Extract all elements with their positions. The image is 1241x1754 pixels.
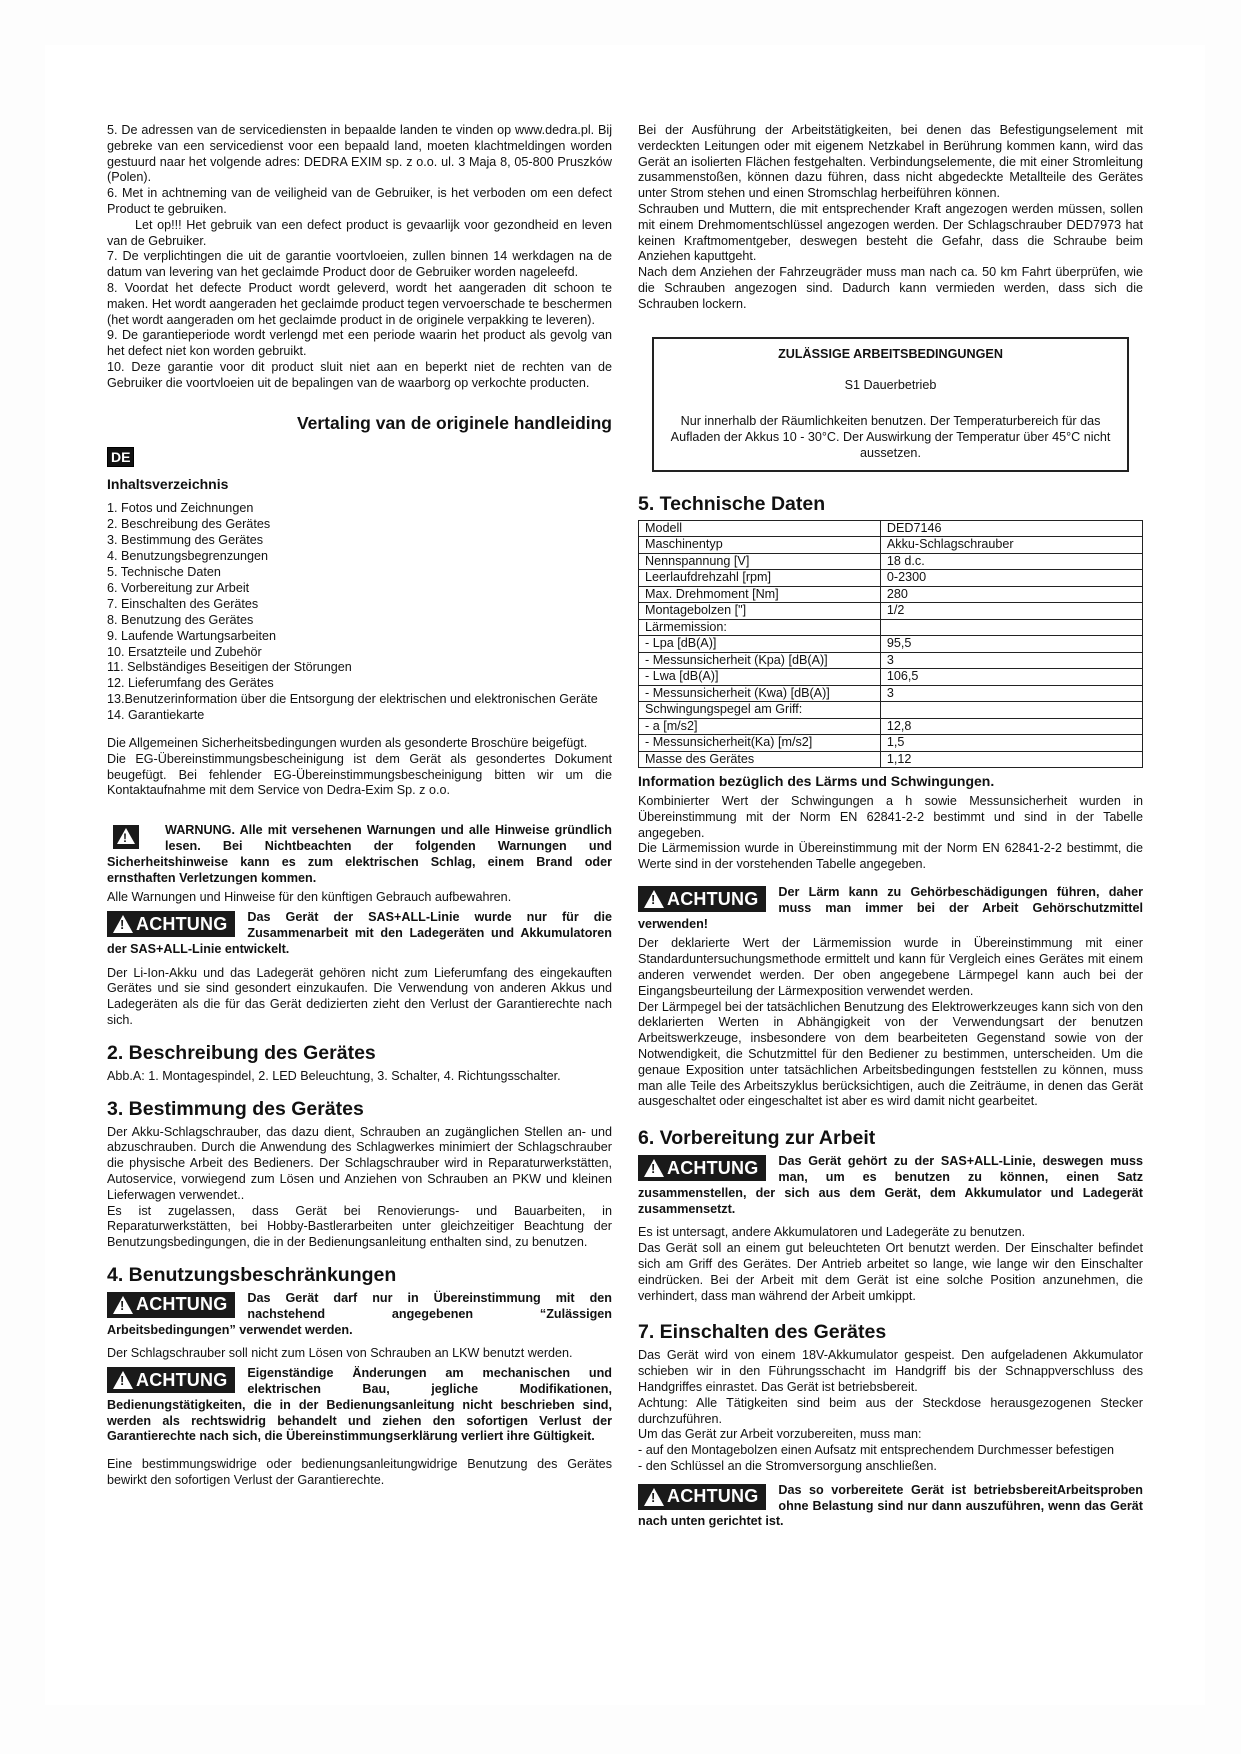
achtung-text: ACHTUNG: [667, 1486, 759, 1507]
table-row: [639, 553, 1143, 570]
nl-item-5: [107, 123, 612, 186]
table-cell-label: Modell: [639, 520, 881, 537]
ein-text-1: Das Gerät wird von einem 18V-Akkumulator gespeist. Den aufgeladenen Akkumulator schieben wir in den Führungsschacht im Handgriff bis der Schnappverschluss des Handgriffes einrastet. Das Gerät ist betriebsbereit.: [638, 1348, 1143, 1394]
misuse-text: Eine bestimmungswidrige oder bedienungsanleitungwidrige Benutzung des Gerätes bewirkt den sofortigen Verlust der Garantierechte.: [107, 1457, 612, 1487]
achtung-4-text: Der Lärm kann zu Gehörbeschädigungen führen, daher muss man immer bei der Arbeit Gehörschutzmittel verwenden!: [638, 885, 1143, 931]
table-cell-value: 3: [880, 685, 1142, 702]
warnung-text: WARNUNG. Alle mit versehenen Warnungen und alle Hinweise gründlich lesen. Bei Nichtbeachten der folgenden Warnungen und Sicherheitshinweise kann es zum elektrischen Schlag, einem Brand oder ernsthaften Verletzungen kommen.: [107, 823, 612, 885]
ein-text-5: - den Schlüssel an die Stromversorgung anschließen.: [638, 1458, 937, 1473]
achtung-label: [638, 886, 766, 912]
item-number: 7.: [107, 249, 118, 264]
left-column: [107, 123, 612, 1489]
item-number: 9.: [107, 328, 118, 343]
achtung-block-1: [107, 910, 612, 957]
achtung-5-text: Das Gerät gehört zu der SAS+ALL-Linie, deswegen muss man, um es benutzen zu können, einen Satz zusammenstellen, der sich aus dem Gerät, dem Akkumulator und Ladegerät zusammensetzt.: [638, 1154, 1143, 1216]
info-heading: Information bezüglich des Lärms und Schwingungen.: [638, 773, 995, 790]
achtung-label: [107, 1292, 235, 1318]
tech-data-table: [638, 520, 1143, 769]
table-row: [639, 636, 1143, 653]
table-of-contents: [107, 501, 612, 724]
info-text-1: Kombinierter Wert der Schwingungen a h sowie Messunsicherheit wurden in Übereinstimmung mit der Norm EN 62841-2-2 bestimmt und sind in der Tabelle angegeben.: [638, 794, 1143, 840]
akku-text: Der Li-Ion-Akku und das Ladegerät gehören nicht zum Lieferumfang des eingekauften Gerätes und sie sind gesondert einzukaufen. Die Verwendung von anderen Akkus und Ladegeräten als die für das Gerät dedizierten zieht den Verlust der Garantierechte nach sich.: [107, 965, 612, 1027]
frame-mode: S1 Dauerbetrieb: [844, 378, 937, 393]
table-row: [639, 718, 1143, 735]
nl-item-10: [107, 360, 612, 392]
warnung-after: Alle Warnungen und Hinweise für den künftigen Gebrauch aufbewahren.: [107, 890, 512, 905]
warning-triangle-icon: [644, 890, 664, 908]
table-row: [639, 570, 1143, 587]
warnung-block: [107, 823, 612, 886]
nl-item-8: [107, 281, 612, 328]
achtung-label: [107, 1367, 235, 1393]
table-cell-value: 106,5: [880, 669, 1142, 686]
table-cell-value: 1,12: [880, 751, 1142, 768]
item-number: 6.: [107, 186, 118, 201]
table-cell-value: 18 d.c.: [880, 553, 1142, 570]
achtung-block-5: [638, 1154, 1143, 1217]
ein-text-2: Achtung: Alle Tätigkeiten sind beim aus der Steckdose herausgezogenen Stecker durchzuführen.: [638, 1395, 1143, 1426]
warning-triangle-icon: [113, 1371, 133, 1389]
item-text: De verplichtingen die uit de garantie voortvloeien, zullen binnen 14 werkdagen na de datum van levering van het geclaimde Product door de Gebruiker worden nageleefd.: [107, 249, 613, 280]
achtung-block-3: [107, 1366, 612, 1445]
toc-item: 10. Ersatzteile und Zubehör: [107, 644, 262, 659]
table-cell-value: [880, 702, 1142, 719]
item-number: 8.: [107, 280, 118, 295]
nl-item-6: [107, 186, 612, 218]
table-cell-label: - Lpa [dB(A)]: [639, 636, 881, 653]
nl-note: Let op!!! Het gebruik van een defect product is gevaarlijk voor gezondheid en leven van de Gebruiker.: [107, 217, 612, 248]
toc-item: 13.Benutzerinformation über die Entsorgung der elektrischen und elektronischen Geräte: [107, 692, 598, 707]
item-text: Voordat het defecte Product wordt geleverd, wordt het aangeraden dit schoon te maken. Het wordt aangeraden het geclaimde product tegen vervoerschade te beschermen (het wordt aangeraden om het geclaimde product in de originele verpakking te leveren).: [107, 280, 612, 327]
intro-safety: Die Allgemeinen Sicherheitsbedingungen wurden als gesonderte Broschüre beigefügt.: [107, 736, 588, 751]
lkw-text: Der Schlagschrauber soll nicht zum Lösen von Schrauben an LKW benutzt werden.: [107, 1346, 573, 1361]
bestimmung-text-1: Der Akku-Schlagschrauber, das dazu dient, Schrauben an zugänglichen Stellen an- und abzuschrauben. Durch die Anwendung des Schlagwerkes minimiert der Schlagschrauber die physische Arbeit des Bedieners. Der Schlagschrauber wird in Reparaturwerkstätten, Autoservice, vorwiegend zum Lösen und Anziehen von Schrauben an PKW und kleinen Lieferwagen verwendet..: [107, 1124, 612, 1202]
item-text: De garantieperiode wordt verlengd met een periode waarin het product als gevolg van het defect niet kon worden gebruikt.: [107, 328, 613, 359]
toc-item: 11. Selbständiges Beseitigen der Störungen: [107, 660, 352, 675]
toc-item: 6. Vorbereitung zur Arbeit: [107, 580, 250, 595]
table-cell-value: 12,8: [880, 718, 1142, 735]
frame-title: ZULÄSSIGE ARBEITSBEDINGUNGEN: [778, 346, 1003, 361]
item-number: 10.: [107, 359, 125, 374]
ein-text-3: Um das Gerät zur Arbeit vorzubereiten, muss man:: [638, 1427, 922, 1442]
toc-title: Inhaltsverzeichnis: [107, 476, 229, 493]
section-6-heading: 6. Vorbereitung zur Arbeit: [638, 1127, 876, 1150]
item-text: De adressen van de servicediensten in bepaalde landen te vinden op www.dedra.pl. Bij gebreke van een servicedienst voor een bepaald land, moeten klachtmeldingen worden gestuurd naar het volgende adres: DEDRA EXIM sp. z o.o. ul. 3 Maja 8, 05-800 Pruszków (Polen).: [107, 123, 613, 185]
table-row: [639, 537, 1143, 554]
toc-item: 1. Fotos und Zeichnungen: [107, 501, 254, 516]
table-cell-label: Leerlaufdrehzahl [rpm]: [639, 570, 881, 587]
achtung-text: ACHTUNG: [667, 888, 759, 909]
table-cell-label: - Lwa [dB(A)]: [639, 669, 881, 686]
table-row: [639, 619, 1143, 636]
table-cell-label: Montagebolzen ["]: [639, 603, 881, 620]
table-cell-label: - a [m/s2]: [639, 718, 881, 735]
achtung-text: ACHTUNG: [667, 1157, 759, 1178]
bestimmung-text-2: Es ist zugelassen, dass Gerät bei Renovierungs- und Bauarbeiten, in Reparaturwerkstätten, bei Hobby-Bastlerarbeiten unter gleichzeitiger Beachtung der Benutzungsbedingungen, die in der Bedienungsanleitung enthalten sind, zu benutzen.: [107, 1203, 612, 1250]
achtung-label: [638, 1155, 766, 1181]
table-row: [639, 586, 1143, 603]
achtung-text: ACHTUNG: [136, 1369, 228, 1390]
achtung-block-4: [638, 885, 1143, 932]
table-cell-value: [880, 619, 1142, 636]
language-badge-de: DE: [107, 447, 134, 467]
achtung-6-text: Das so vorbereitete Gerät ist betriebsbereitArbeitsproben ohne Belastung sind nur dann auszuführen, wenn das Gerät nach unten gerichtet ist.: [638, 1482, 1143, 1529]
section-7-heading: 7. Einschalten des Gerätes: [638, 1321, 887, 1344]
nl-item-7: [107, 249, 612, 281]
achtung-label: [107, 911, 235, 937]
nl-manual-title: Vertaling van de originele handleiding: [296, 412, 612, 433]
right-column: [638, 123, 1143, 1530]
nl-item-9: [107, 328, 612, 360]
ein-text-4: - auf den Montagebolzen einen Aufsatz mit entsprechendem Durchmesser befestigen: [638, 1443, 1115, 1458]
info-text-2: Die Lärmemission wurde in Übereinstimmung mit der Norm EN 62841-2-2 bestimmt, die Werte sind in der vorstehenden Tabelle angegeben.: [638, 841, 1143, 872]
item-number: 5.: [107, 123, 118, 137]
toc-item: 3. Bestimmung des Gerätes: [107, 533, 264, 548]
table-cell-value: 3: [880, 652, 1142, 669]
vorb-text-2: Das Gerät soll an einem gut beleuchteten Ort benutzt werden. Der Einschalter befindet sich am Griff des Gerätes. Der Antrieb arbeitet so lange, wie lange wir den Einschalter eindrücken. Bei der Arbeit mit dem Gerät ist eine solche Position anzunehmen, die verhindert, dass man während der Arbeit umkippt.: [638, 1241, 1143, 1303]
table-row: [639, 735, 1143, 752]
vorb-text-1: Es ist untersagt, andere Akkumulatoren und Ladegeräte zu benutzen.: [638, 1225, 1026, 1240]
table-cell-label: Nennspannung [V]: [639, 553, 881, 570]
item-text: Deze garantie voor dit product sluit niet aan en beperkt niet de rechten van de Gebruiker die voortvloeien uit de bepalingen van de waarborg op verkochte producten.: [107, 359, 612, 390]
achtung-text: ACHTUNG: [136, 1294, 228, 1315]
table-row: [639, 652, 1143, 669]
toc-item: 8. Benutzung des Gerätes: [107, 612, 254, 627]
table-cell-label: - Messunsicherheit (Kpa) [dB(A)]: [639, 652, 881, 669]
frame-text: Nur innerhalb der Räumlichkeiten benutzen. Der Temperaturbereich für das Aufladen der Akkus 10 - 30°C. Der Auswirkung der Temperatur über 45°C nicht aussetzen.: [670, 414, 1111, 460]
section-4-heading: 4. Benutzungsbeschränkungen: [107, 1263, 397, 1286]
laerm-text-1: Der deklarierte Wert der Lärmemission wurde in Übereinstimmung mit einer Standarduntersuchungsmethode ermittelt und kann für Vergleich eines Gerätes mit einem anderen verwendet werden. Der oben angegebene Lärmpegel kann auch bei der Eingangsbeurteilung der Lärmexposition verwendet werden.: [638, 936, 1143, 998]
achtung-block-2: [107, 1291, 612, 1338]
table-row: [639, 685, 1143, 702]
toc-item: 9. Laufende Wartungsarbeiten: [107, 628, 276, 643]
table-row: [639, 603, 1143, 620]
table-row: [639, 702, 1143, 719]
achtung-label: [638, 1484, 766, 1510]
table-row: [639, 669, 1143, 686]
item-text: Met in achtneming van de veiligheid van de Gebruiker, is het verboden om een defect Product te gebruiken.: [107, 186, 612, 216]
section-3-heading: 3. Bestimmung des Gerätes: [107, 1097, 364, 1120]
laerm-text-2: Der Lärmpegel bei der tatsächlichen Benutzung des Elektrowerkzeuges kann sich von den deklarierten Werten in Abhängigkeit von der Verwendungsart der benutzen Arbeitswerkzeuge, insbesondere von dem bearbeiteten Gegenstand sowie von der Notwendigkeit, die Schutzmittel für den Bediener zu bestimmen, unterscheiden. Um die genaue Exposition unter tatsächlichen Arbeitsbedingungen feststellen zu können, muss man alle Teile des Arbeitszyklus berücksichtigen, auch die Zeiträume, in denen das Gerät ausgeschaltet oder eingeschaltet ist aber es wird damit nicht gearbeitet.: [638, 999, 1143, 1109]
table-cell-value: 0-2300: [880, 570, 1142, 587]
table-cell-value: 280: [880, 586, 1142, 603]
section-5-heading: 5. Technische Daten: [638, 492, 826, 515]
warning-triangle-icon: [113, 1296, 133, 1314]
right-p3: Nach dem Anziehen der Fahrzeugräder muss man nach ca. 50 km Fahrt überprüfen, wie die Schrauben angezogen sind. Dadurch kann vermieden werden, dass sich die Schrauben lockern.: [638, 265, 1143, 311]
warning-triangle-icon: [113, 915, 133, 933]
allowed-conditions-box: [652, 337, 1129, 472]
toc-item: 4. Benutzungsbegrenzungen: [107, 549, 269, 564]
table-cell-value: 1/2: [880, 603, 1142, 620]
table-cell-value: DED7146: [880, 520, 1142, 537]
achtung-3-text: Eigenständige Änderungen am mechanischen und elektrischen Bau, jegliche Modifikationen, Bedienungstätigkeiten, die in der Bedienungsanleitung nicht beschrieben sind, werden als rechtswidrig behandelt und ziehen den sofortigen Verlust der Garantierechte nach sich, die Übereinstimmungserklärung verliert ihre Gültigkeit.: [107, 1366, 612, 1444]
table-cell-value: Akku-Schlagschrauber: [880, 537, 1142, 554]
table-cell-label: - Messunsicherheit (Kwa) [dB(A)]: [639, 685, 881, 702]
warning-triangle-icon: [644, 1159, 664, 1177]
toc-item: 7. Einschalten des Gerätes: [107, 596, 259, 611]
toc-item: 12. Lieferumfang des Gerätes: [107, 676, 274, 691]
toc-item: 5. Technische Daten: [107, 564, 221, 579]
table-cell-label: Schwingungspegel am Griff:: [639, 702, 881, 719]
section-2-heading: 2. Beschreibung des Gerätes: [107, 1041, 376, 1064]
table-cell-label: Lärmemission:: [639, 619, 881, 636]
warning-triangle-icon: [644, 1488, 664, 1506]
toc-item: 14. Garantiekarte: [107, 708, 205, 723]
table-cell-label: Maschinentyp: [639, 537, 881, 554]
achtung-text: ACHTUNG: [136, 913, 228, 934]
achtung-2-text: Das Gerät darf nur in Übereinstimmung mit den nachstehend angegebenen “Zulässigen Arbeitsbedingungen” verwendet werden.: [107, 1290, 612, 1337]
achtung-block-6: [638, 1483, 1143, 1530]
table-cell-value: 1,5: [880, 735, 1142, 752]
table-row: [639, 751, 1143, 768]
table-cell-value: 95,5: [880, 636, 1142, 653]
right-p2: Schrauben und Muttern, die mit entsprechender Kraft angezogen werden müssen, sollen mit einem Drehmomentschlüssel angezogen werden. Der Schlagschrauber DED7973 hat keinen Kraftmomentgeber, deswegen besteht die Gefahr, dass die Schraube beim Anziehen kaputtgeht.: [638, 201, 1143, 264]
achtung-1-text: Das Gerät der SAS+ALL-Linie wurde nur für die Zusammenarbeit mit den Ladegeräten und Akkumulatoren der SAS+ALL-Linie entwickelt.: [107, 910, 612, 956]
table-row: [639, 520, 1143, 537]
table-cell-label: Masse des Gerätes: [639, 751, 881, 768]
right-p1: Bei der Ausführung der Arbeitstätigkeiten, bei denen das Befestigungselement mit verdeckten Leitungen oder mit eigenem Netzkabel in Berührung kommen kann, wird das Gerät an isolierten Flächen festgehalten. Verbindungselemente, die mit einer Stromleitung zusammenstoßen, können dazu führen, dass nicht abgedeckte Metallteile des Gerätes unter Strom stehen und einen Stromschlag herbeiführen können.: [638, 123, 1143, 201]
toc-item: 2. Beschreibung des Gerätes: [107, 517, 271, 532]
intro-ce: Die EG-Übereinstimmungsbescheinigung ist dem Gerät als gesondertes Dokument beugefügt. Bei fehlender EG-Übereinstimmungsbescheinigung bitten wir um die Kontaktaufnahme mit dem Service von Dedra-Exim Sp. z o.o.: [107, 751, 612, 798]
warning-triangle-icon: [113, 825, 139, 849]
table-cell-label: Max. Drehmoment [Nm]: [639, 586, 881, 603]
table-cell-label: - Messunsicherheit(Ka) [m/s2]: [639, 735, 881, 752]
beschreibung-text: Abb.A: 1. Montagespindel, 2. LED Beleuchtung, 3. Schalter, 4. Richtungsschalter.: [107, 1068, 561, 1083]
